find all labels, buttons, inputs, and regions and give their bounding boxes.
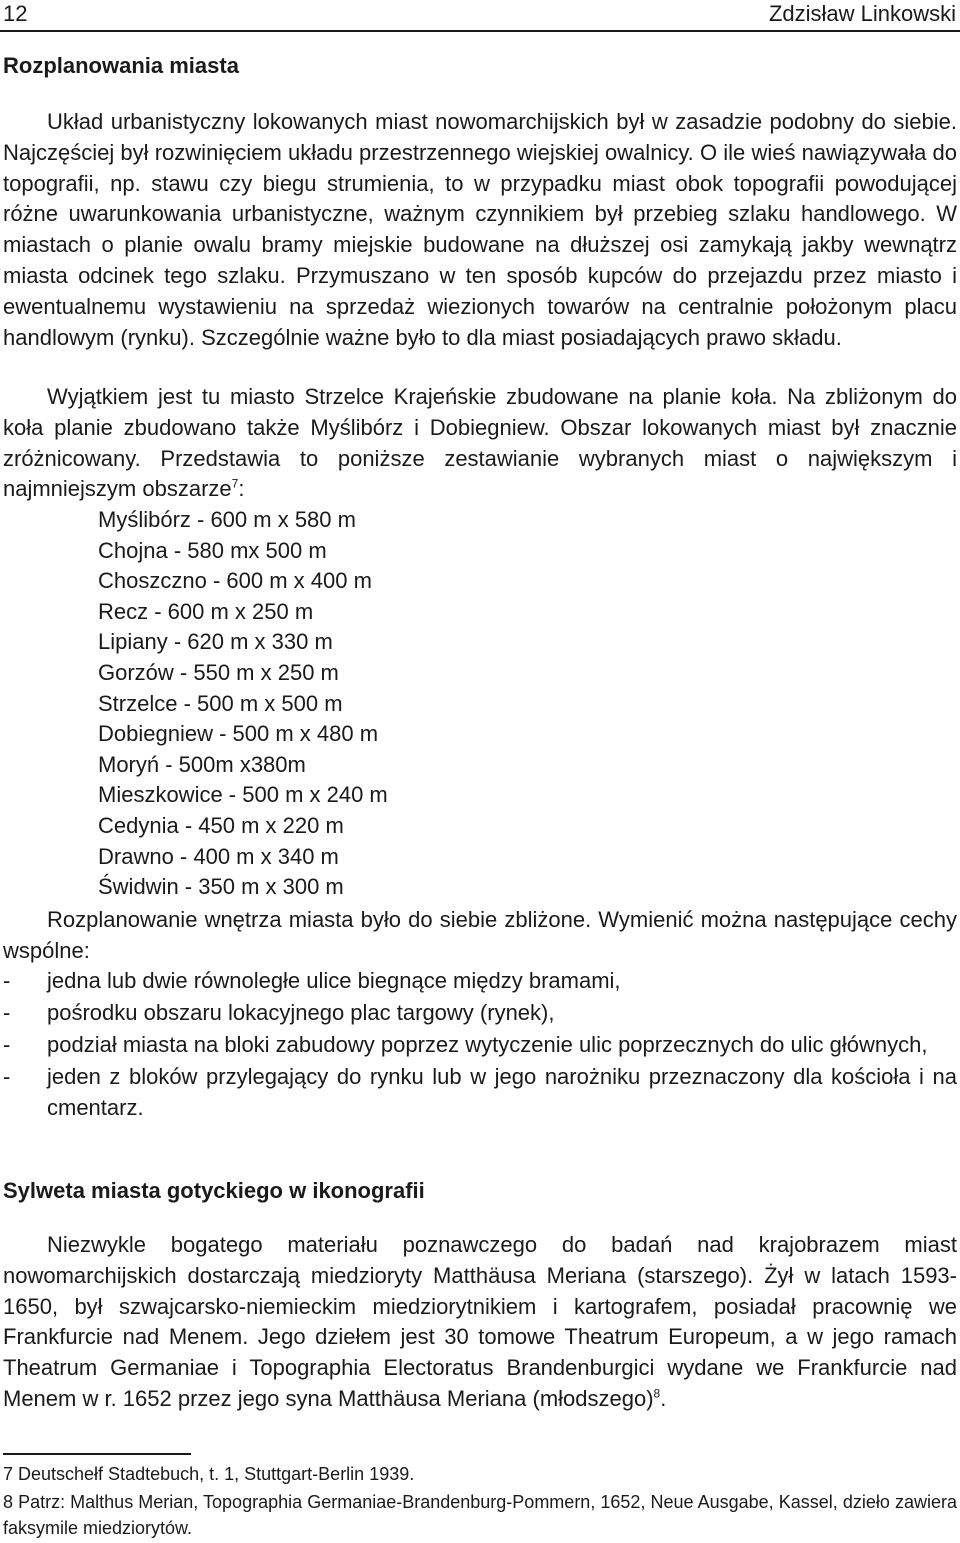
paragraph-text: Rozplanowanie wnętrza miasta było do siebie zbliżone. Wymienić można następujące cechy wspólne: [3, 907, 957, 963]
list-bullet: - [3, 1000, 11, 1025]
paragraph [3, 905, 957, 967]
list-item: Myślibórz - 600 m x 580 m [98, 507, 356, 532]
footnote-reference[interactable]: 7 [231, 477, 239, 492]
paragraph [3, 1230, 957, 1415]
list-item: Gorzów - 550 m x 250 m [98, 659, 339, 685]
list-item: Mieszkowice - 500 m x 240 m [98, 782, 388, 808]
footnote-separator [3, 1453, 191, 1455]
page-number: 12 [3, 1, 28, 26]
list-item [3, 1029, 957, 1060]
list-bullet: - [3, 1064, 11, 1089]
town-dimensions-list [98, 505, 388, 903]
paragraph-text: Niezwykle bogatego materiału poznawczego do badań nad krajobrazem miast nowomarchijskich dostarczają miedzioryty Matthäusa Meriana (starszego). Żył w latach 1593-1650, był szwajcarsko-niemieckim miedziorytnikiem i kartografem, posiadał pracownię we Frankfurcie nad Menem. Jego dziełem jest 30 tomowe Theatrum Europeum, a w jego ramach Theatrum Germaniae i Topographia Electoratus Brandenburgici wydane we Frankfurcie nad Menem w r. 1652 przez jego syna Matthäusa Meriana (młodszego) [3, 1232, 957, 1411]
paragraph-text: Układ urbanistyczny lokowanych miast nowomarchijskich był w zasadzie podobny do siebie. Najczęściej był rozwinięciem układu przestrzennego wiejskiej owalnicy. O ile wieś nawiązywała do topografii, np. stawu czy biegu strumienia, to w przypadku miast obok topografii powodującej różne uwarunkowania urbanistyczne, ważnym czynnikiem był przebieg szlaku handlowego. W miastach o planie owalu bramy miejskie budowane na dłuższej osi zamykają jakby wewnątrz miasta odcinek tego szlaku. Przymuszano w ten sposób kupców do przejazdu przez miasto i ewentualnemu wystawieniu na sprzedaż wiezionych towarów na centralnie położonym placu handlowym (rynku). Szczególnie ważne było to dla miast posiadających prawo składu. [3, 109, 957, 350]
running-head-author: Zdzisław Linkowski [768, 1, 956, 26]
common-features-list [3, 965, 957, 1124]
paragraph-end: : [238, 476, 245, 502]
list-bullet: - [3, 1032, 11, 1057]
list-item [3, 1061, 957, 1123]
list-item: Strzelce - 500 m x 500 m [98, 690, 343, 716]
list-item: Moryń - 500m x380m [98, 751, 306, 777]
footnotes [3, 1461, 957, 1543]
list-bullet: - [3, 968, 11, 993]
paragraph-text: Wyjątkiem jest tu miasto Strzelce Krajeńskie zbudowane na planie koła. Na zbliżonym do koła planie zbudowano także Myślibórz i Dobiegniew. Obszar lokowanych miast był znacznie zróżnicowany. Przedstawia to poniższe zestawianie wybranych miast o największym i najmniejszym obszarze [3, 384, 957, 502]
list-item: Recz - 600 m x 250 m [98, 598, 314, 624]
list-item-text: pośrodku obszaru lokacyjnego plac targowy (rynek), [47, 1000, 555, 1025]
list-item [3, 997, 957, 1028]
list-item: Drawno - 400 m x 340 m [98, 843, 339, 869]
section-title: Rozplanowania miasta [3, 53, 239, 78]
list-item: Dobiegniew - 500 m x 480 m [98, 721, 379, 747]
list-item-text: podział miasta na bloki zabudowy poprzez wytyczenie ulic poprzecznych do ulic głównych, [47, 1032, 928, 1057]
paragraph [3, 107, 957, 353]
section-title: Sylweta miasta gotyckiego w ikonografii [3, 1178, 425, 1203]
paragraph [3, 382, 957, 505]
list-item: Lipiany - 620 m x 330 m [98, 629, 333, 655]
header-rule [0, 30, 960, 32]
paragraph-end: . [660, 1385, 667, 1411]
list-item-text: jedna lub dwie równoległe ulice biegnące między bramami, [47, 968, 621, 993]
footnote: 7 Deutschełf Stadtebuch, t. 1, Stuttgart-Berlin 1939. [3, 1464, 415, 1484]
list-item: Chojna - 580 mx 500 m [98, 537, 327, 563]
list-item-text: jeden z bloków przylegający do rynku lub w jego narożniku przeznaczony dla kościoła i na cmentarz. [47, 1064, 957, 1120]
list-item: Świdwin - 350 m x 300 m [98, 874, 344, 900]
footnote-reference[interactable]: 8 [653, 1386, 661, 1401]
list-item [3, 965, 957, 996]
list-item: Cedynia - 450 m x 220 m [98, 812, 344, 838]
page-header [0, 0, 960, 32]
footnote: 8 Patrz: Malthus Merian, Topographia Germaniae-Brandenburg-Pommern, 1652, Neue Ausgabe, Kassel, dzieło zawiera faksymile miedziorytów. [3, 1492, 957, 1538]
list-item: Choszczno - 600 m x 400 m [98, 568, 372, 594]
